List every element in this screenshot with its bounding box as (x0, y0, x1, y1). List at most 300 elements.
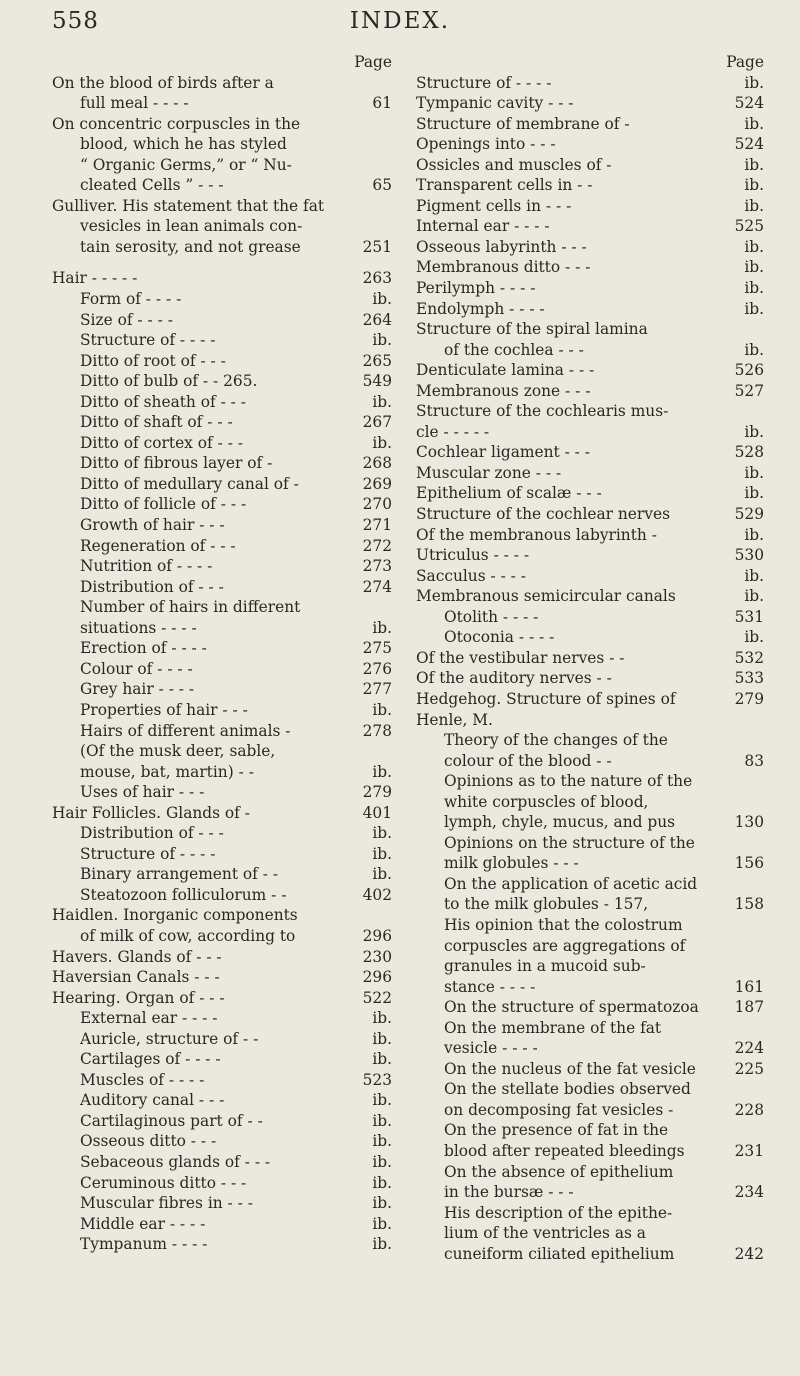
page-reference: ib. (744, 114, 764, 133)
entry-text: Hearing. Organ of - - - (52, 988, 225, 1007)
index-entry (52, 803, 392, 824)
page-reference: 527 (734, 381, 764, 400)
page-reference: 549 (362, 372, 392, 391)
index-entry (416, 155, 764, 176)
index-entry (52, 175, 392, 196)
index-entry (416, 874, 764, 895)
page-reference: 528 (734, 443, 764, 462)
entry-text: stance - - - - (444, 977, 536, 996)
entry-text: Auricle, structure of - - (80, 1029, 259, 1048)
index-entry (52, 196, 392, 217)
page-reference: 224 (734, 1039, 764, 1058)
index-entry (52, 638, 392, 659)
page-reference: ib. (372, 1009, 392, 1028)
index-entry (52, 433, 392, 454)
index-entry (52, 114, 392, 135)
index-entry (416, 381, 764, 402)
entry-text: On the application of acetic acid (444, 874, 698, 893)
page-reference: 525 (734, 217, 764, 236)
index-entry (416, 689, 764, 710)
entry-text: On the presence of fat in the (444, 1121, 669, 1140)
page-reference: 526 (734, 361, 764, 380)
index-entry (416, 340, 764, 361)
page-reference: 524 (734, 135, 764, 154)
page-reference: 251 (362, 237, 392, 256)
index-entry (52, 926, 392, 947)
index-entry (416, 710, 764, 731)
entry-text: Ditto of sheath of - - - (80, 392, 246, 411)
entry-text: On the structure of spermatozoa (444, 998, 699, 1017)
index-entry (416, 956, 764, 977)
entry-text: Henle, M. (416, 710, 493, 729)
entry-text: Regeneration of - - - (80, 536, 236, 555)
page-reference: ib. (372, 1111, 392, 1130)
index-entry (52, 823, 392, 844)
index-entry (416, 401, 764, 422)
index-entry (52, 905, 392, 926)
entry-text: Hedgehog. Structure of spines of (416, 689, 676, 708)
entry-text: full meal - - - - (80, 94, 189, 113)
index-entry (52, 1152, 392, 1173)
index-entry (52, 659, 392, 680)
entry-text: Distribution of - - - (80, 824, 224, 843)
page-reference: ib. (372, 865, 392, 884)
entry-text: Ditto of bulb of - - 265. (80, 372, 258, 391)
index-entry (52, 474, 392, 495)
entry-text: Membranous semicircular canals (416, 587, 676, 606)
page-reference: 277 (362, 680, 392, 699)
page-reference: 273 (362, 557, 392, 576)
page-reference: ib. (372, 1173, 392, 1192)
page-reference: ib. (744, 155, 764, 174)
index-entry (416, 463, 764, 484)
page-reference: ib. (744, 422, 764, 441)
index-entry (416, 936, 764, 957)
entry-text: Size of - - - - (80, 310, 173, 329)
index-entry (52, 310, 392, 331)
index-entry (416, 114, 764, 135)
index-entry (416, 566, 764, 587)
entry-text: Haidlen. Inorganic components (52, 906, 298, 925)
entry-text: Ditto of cortex of - - - (80, 433, 243, 452)
index-entry (52, 618, 392, 639)
page-reference: ib. (372, 290, 392, 309)
entry-text: Membranous zone - - - (416, 381, 591, 400)
index-entry (416, 894, 764, 915)
entry-text: Properties of hair - - - (80, 700, 248, 719)
entry-text: Distribution of - - - (80, 577, 224, 596)
page-reference: 156 (734, 854, 764, 873)
entry-text: On concentric corpuscles in the (52, 114, 301, 133)
entry-text: Structure of membrane of - (416, 114, 630, 133)
entry-text: blood after repeated bleedings (444, 1141, 685, 1160)
page-reference: 65 (372, 176, 392, 195)
entry-text: Denticulate lamina - - - (416, 361, 595, 380)
entry-text: Hair - - - - - (52, 269, 138, 288)
index-entry (52, 1173, 392, 1194)
entry-text: vesicle - - - - (444, 1039, 538, 1058)
index-entry (52, 1029, 392, 1050)
page-reference: 225 (734, 1059, 764, 1078)
index-entry (416, 627, 764, 648)
index-entry (52, 93, 392, 114)
index-column-left (52, 52, 392, 1255)
entry-text: Osseous ditto - - - (80, 1132, 217, 1151)
entry-text: Structure of - - - - (80, 331, 216, 350)
page-reference: ib. (372, 1214, 392, 1233)
index-entry (52, 330, 392, 351)
index-entry (52, 679, 392, 700)
index-entry (52, 577, 392, 598)
page-reference: 279 (362, 783, 392, 802)
entry-text: Structure of the cochlear nerves (416, 505, 670, 524)
page-reference: ib. (372, 824, 392, 843)
index-entry (416, 977, 764, 998)
entry-text: Gulliver. His statement that the fat (52, 196, 325, 215)
page-reference: 228 (734, 1100, 764, 1119)
entry-text: of the cochlea - - - (444, 340, 584, 359)
index-entry (52, 1070, 392, 1091)
index-entry (416, 319, 764, 340)
entry-text: Opinions as to the nature of the (444, 772, 693, 791)
index-entry (52, 216, 392, 237)
page-reference: 231 (734, 1141, 764, 1160)
index-entry (416, 771, 764, 792)
index-entry (416, 751, 764, 772)
index-entry (52, 412, 392, 433)
entry-text: On the nucleus of the fat vesicle (444, 1059, 696, 1078)
entry-text: On the stellate bodies observed (444, 1080, 691, 1099)
index-entry (52, 597, 392, 618)
entry-text: lymph, chyle, mucus, and pus (444, 813, 676, 832)
index-entry (52, 1193, 392, 1214)
page-reference: 264 (362, 310, 392, 329)
index-entry (416, 196, 764, 217)
entry-text: (Of the musk deer, sable, (80, 742, 276, 761)
index-entry (52, 721, 392, 742)
page-reference: ib. (744, 73, 764, 92)
index-entry (52, 782, 392, 803)
entry-text: tain serosity, and not grease (80, 237, 301, 256)
entry-text: Openings into - - - (416, 135, 556, 154)
entry-text: Tympanum - - - - (80, 1235, 208, 1254)
entry-text: Opinions on the structure of the (444, 833, 695, 852)
index-entry (416, 792, 764, 813)
index-entry (52, 1090, 392, 1111)
page-reference: ib. (372, 1132, 392, 1151)
index-entry (416, 586, 764, 607)
index-entry (416, 1120, 764, 1141)
entry-text: of milk of cow, according to (80, 926, 296, 945)
index-entry (52, 371, 392, 392)
page-reference: 523 (362, 1070, 392, 1089)
index-entry (416, 278, 764, 299)
page-reference: 296 (362, 968, 392, 987)
entry-text: Theory of the changes of the (444, 731, 668, 750)
page-reference: ib. (372, 1152, 392, 1171)
page-reference: ib. (744, 525, 764, 544)
page-reference: 272 (362, 536, 392, 555)
index-entry (52, 1214, 392, 1235)
entry-text: Of the membranous labyrinth - (416, 525, 657, 544)
entry-text: lium of the ventricles as a (444, 1224, 646, 1243)
entry-text: Internal ear - - - - (416, 217, 550, 236)
index-entry (416, 483, 764, 504)
page-reference: 130 (734, 813, 764, 832)
page-reference: ib. (372, 844, 392, 863)
entry-text: vesicles in lean animals con- (80, 217, 303, 236)
index-entry (416, 299, 764, 320)
entry-text: Middle ear - - - - (80, 1214, 206, 1233)
entry-text: His opinion that the colostrum (444, 915, 683, 934)
entry-text: white corpuscles of blood, (444, 792, 649, 811)
entry-text: Sebaceous glands of - - - (80, 1152, 271, 1171)
entry-text: Havers. Glands of - - - (52, 947, 222, 966)
index-entry (52, 864, 392, 885)
page-reference: ib. (744, 484, 764, 503)
index-entry (416, 525, 764, 546)
entry-text: cle - - - - - (416, 422, 490, 441)
entry-text: On the absence of epithelium (444, 1162, 674, 1181)
page-reference: ib. (372, 392, 392, 411)
page-reference: 242 (734, 1244, 764, 1263)
page-reference: 531 (734, 607, 764, 626)
entry-text: Osseous labyrinth - - - (416, 237, 587, 256)
entry-text: External ear - - - - (80, 1009, 218, 1028)
index-entry (52, 741, 392, 762)
page-reference: ib. (372, 618, 392, 637)
page-reference: 158 (734, 895, 764, 914)
index-entry (416, 1018, 764, 1039)
index-entry (416, 1059, 764, 1080)
entry-text: Structure of - - - - (80, 844, 216, 863)
entry-text: milk globules - - - (444, 854, 579, 873)
entry-text: Structure of the spiral lamina (416, 320, 648, 339)
index-entry (416, 1203, 764, 1224)
index-entry (52, 392, 392, 413)
entry-text: Grey hair - - - - (80, 680, 195, 699)
entry-text: Nutrition of - - - - (80, 557, 213, 576)
index-entry (52, 700, 392, 721)
page-reference: 274 (362, 577, 392, 596)
page-reference: 263 (362, 269, 392, 288)
page-reference: ib. (372, 1091, 392, 1110)
running-head: INDEX. (349, 8, 451, 34)
entry-text: Transparent cells in - - (416, 176, 593, 195)
entry-text: Endolymph - - - - (416, 299, 545, 318)
page-reference: ib. (372, 1050, 392, 1069)
index-entry (52, 73, 392, 94)
entry-text: Steatozoon folliculorum - - (80, 885, 287, 904)
entry-text: situations - - - - (80, 618, 197, 637)
page-reference: ib. (372, 762, 392, 781)
index-entry (52, 556, 392, 577)
page-reference: 234 (734, 1183, 764, 1202)
index-entry (52, 1111, 392, 1132)
index-entry (416, 257, 764, 278)
index-entry (52, 1131, 392, 1152)
page-reference: 279 (734, 689, 764, 708)
entry-text: Of the auditory nerves - - (416, 669, 612, 688)
entry-text: Form of - - - - (80, 290, 182, 309)
index-entry (416, 648, 764, 669)
index-column-right (416, 52, 764, 1264)
page-reference: 524 (734, 94, 764, 113)
index-entry (416, 93, 764, 114)
entry-text: Ditto of medullary canal of - (80, 474, 299, 493)
index-entry (416, 607, 764, 628)
entry-text: Perilymph - - - - (416, 279, 536, 298)
page-reference: ib. (372, 1235, 392, 1254)
index-entry (52, 155, 392, 176)
page-reference: ib. (744, 258, 764, 277)
entry-text: to the milk globules - 157, (444, 895, 649, 914)
page-reference: 529 (734, 505, 764, 524)
page-reference: 265 (362, 351, 392, 370)
entry-text: Growth of hair - - - (80, 516, 225, 535)
index-entry (416, 1100, 764, 1121)
page-number: 558 (52, 8, 99, 34)
index-entry (52, 1234, 392, 1255)
index-entry (416, 216, 764, 237)
page-reference: 402 (362, 885, 392, 904)
page-reference: 275 (362, 639, 392, 658)
page-reference: 533 (734, 669, 764, 688)
index-entry (416, 237, 764, 258)
index-entry (52, 1049, 392, 1070)
entry-text: Pigment cells in - - - (416, 196, 572, 215)
index-entry (416, 1162, 764, 1183)
entry-text: Uses of hair - - - (80, 783, 205, 802)
page-reference: 268 (362, 454, 392, 473)
entry-text: “ Organic Germs,” or “ Nu- (80, 155, 292, 174)
page-reference: 269 (362, 474, 392, 493)
entry-text: blood, which he has styled (80, 135, 287, 154)
page-reference: 530 (734, 546, 764, 565)
page-reference: 267 (362, 413, 392, 432)
index-entry (416, 504, 764, 525)
index-entry (416, 73, 764, 94)
entry-text: On the blood of birds after a (52, 73, 274, 92)
index-entry (416, 175, 764, 196)
entry-text: granules in a mucoid sub- (444, 957, 646, 976)
entry-text: in the bursæ - - - (444, 1183, 574, 1202)
page-reference: 270 (362, 495, 392, 514)
index-entry (416, 545, 764, 566)
entry-text: Number of hairs in different (80, 598, 301, 617)
index-entry (52, 885, 392, 906)
page-reference: ib. (744, 566, 764, 585)
entry-text: Cartilaginous part of - - (80, 1111, 263, 1130)
page-heading: Page (354, 53, 392, 71)
entry-text: Ditto of shaft of - - - (80, 413, 233, 432)
page-reference: ib. (372, 1029, 392, 1048)
index-entry (52, 453, 392, 474)
page-reference: ib. (744, 237, 764, 256)
index-entry (52, 289, 392, 310)
entry-text: Structure of - - - - (416, 73, 552, 92)
page-reference: ib. (744, 299, 764, 318)
entry-text: cuneiform ciliated epithelium (444, 1244, 675, 1263)
index-entry (52, 967, 392, 988)
entry-text: Ditto of fibrous layer of - (80, 454, 273, 473)
index-entry (52, 134, 392, 155)
index-entry (416, 1244, 764, 1265)
index-entry (416, 360, 764, 381)
entry-text: Haversian Canals - - - (52, 968, 220, 987)
page-reference: ib. (744, 340, 764, 359)
entry-text: Cochlear ligament - - - (416, 443, 590, 462)
page-reference: 522 (362, 988, 392, 1007)
page-reference: 532 (734, 648, 764, 667)
index-entry (416, 668, 764, 689)
index-entry (52, 536, 392, 557)
entry-text: colour of the blood - - (444, 751, 612, 770)
index-entry (52, 494, 392, 515)
entry-text: Sacculus - - - - (416, 566, 526, 585)
entry-text: Hairs of different animals - (80, 721, 291, 740)
index-entry (416, 1079, 764, 1100)
index-entry (52, 1008, 392, 1029)
index-entry (52, 351, 392, 372)
entry-text: mouse, bat, martin) - - (80, 762, 254, 781)
page-reference: ib. (744, 196, 764, 215)
entry-text: corpuscles are aggregations of (444, 936, 686, 955)
entry-text: Cartilages of - - - - (80, 1050, 221, 1069)
index-entry (52, 237, 392, 258)
index-entry (416, 1182, 764, 1203)
entry-text: Binary arrangement of - - (80, 865, 279, 884)
page-reference: 271 (362, 516, 392, 535)
index-entry (52, 947, 392, 968)
index-entry (416, 422, 764, 443)
entry-text: Membranous ditto - - - (416, 258, 591, 277)
entry-text: Of the vestibular nerves - - (416, 648, 625, 667)
page-reference: ib. (372, 700, 392, 719)
entry-text: Hair Follicles. Glands of - (52, 803, 250, 822)
index-entry (416, 1038, 764, 1059)
page-reference: 276 (362, 659, 392, 678)
index-entry (52, 844, 392, 865)
entry-text: cleated Cells ” - - - (80, 176, 224, 195)
page-reference: 83 (744, 751, 764, 770)
page-reference: ib. (744, 176, 764, 195)
page-reference: 161 (734, 977, 764, 996)
page-reference: ib. (372, 1194, 392, 1213)
entry-text: Erection of - - - - (80, 639, 207, 658)
index-entry (416, 1141, 764, 1162)
entry-text: Tympanic cavity - - - (416, 94, 574, 113)
index-entry (52, 762, 392, 783)
index-entry (52, 988, 392, 1009)
entry-text: Colour of - - - - (80, 659, 193, 678)
entry-text: Auditory canal - - - (80, 1091, 225, 1110)
entry-text: Muscular zone - - - (416, 463, 562, 482)
page-reference: ib. (744, 279, 764, 298)
page-reference: 187 (734, 998, 764, 1017)
page-reference: 230 (362, 947, 392, 966)
entry-spacer (52, 257, 392, 268)
entry-text: Epithelium of scalæ - - - (416, 484, 602, 503)
entry-text: His description of the epithe- (444, 1203, 673, 1222)
index-entry (416, 853, 764, 874)
entry-text: Ditto of root of - - - (80, 351, 226, 370)
page-reference: ib. (372, 331, 392, 350)
entry-text: Ossicles and muscles of - (416, 155, 612, 174)
entry-text: on decomposing fat vesicles - (444, 1100, 674, 1119)
index-entry (416, 134, 764, 155)
index-entry (416, 812, 764, 833)
